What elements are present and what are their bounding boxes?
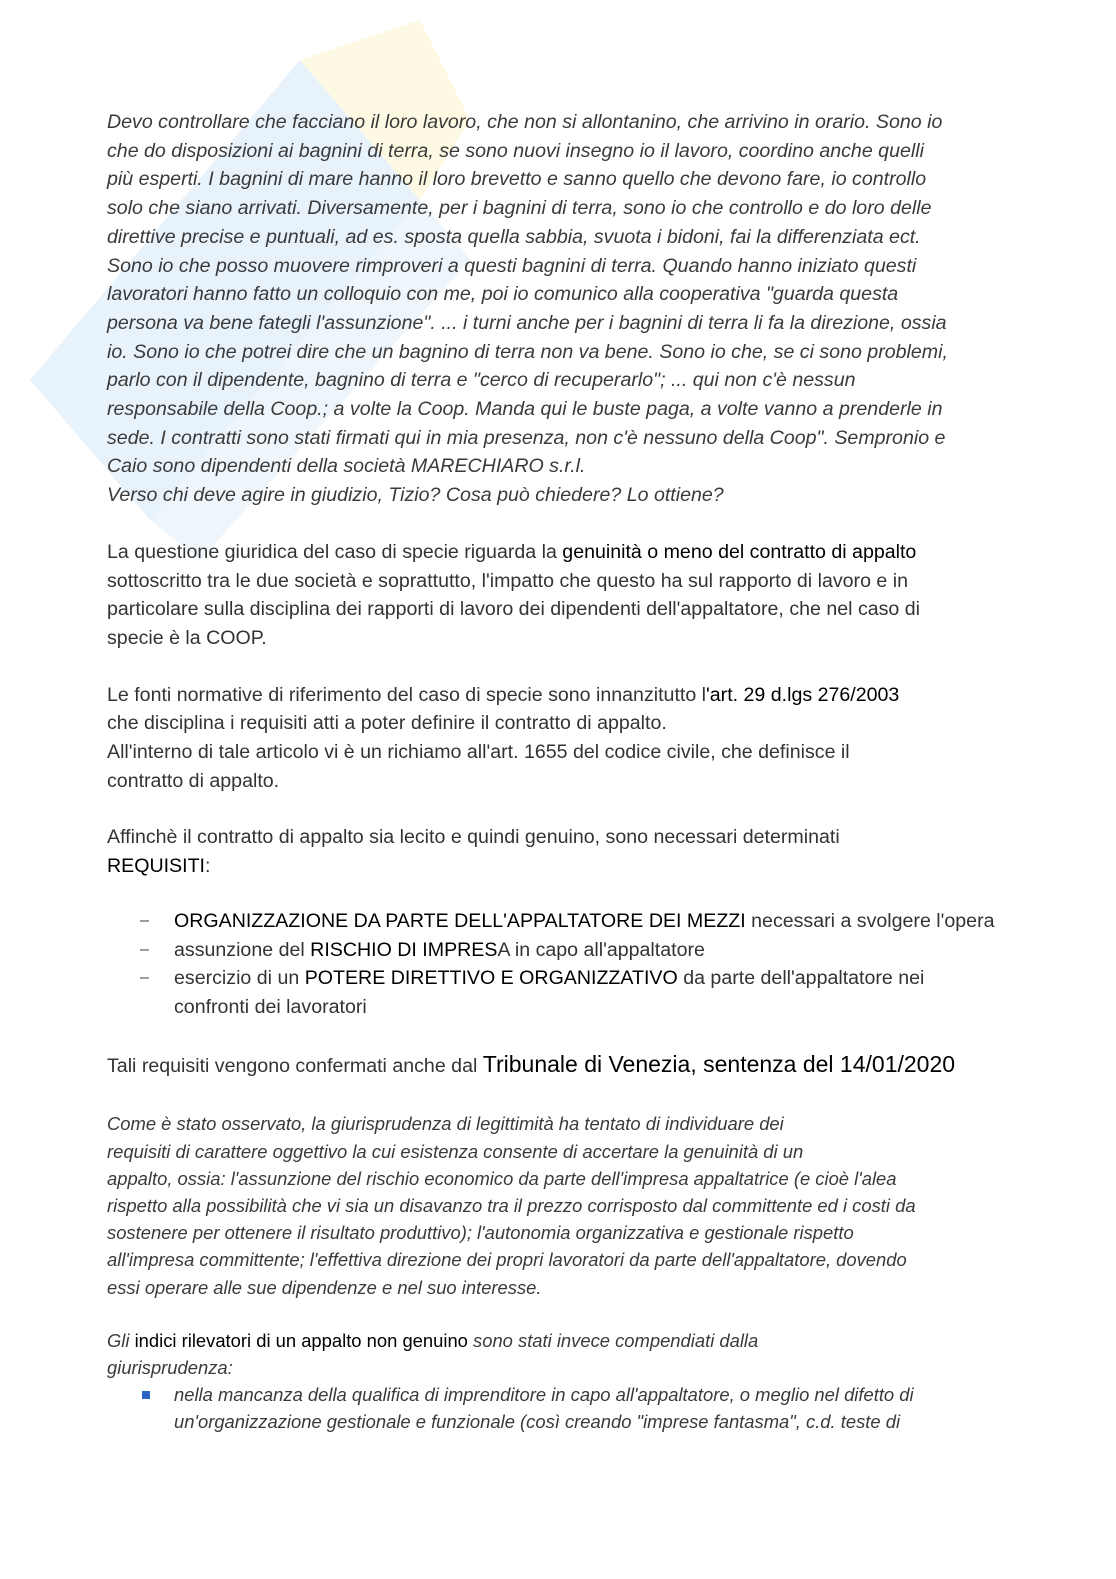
item-text: assunzione del bbox=[174, 938, 311, 961]
indices-text: Gli bbox=[107, 1329, 135, 1351]
case-line: persona va bene fategli l'assunzione". ... i turni anche per i bagnini di terra li fa la direzione, ossia bbox=[107, 311, 947, 334]
indices-line: giurisprudenza: bbox=[107, 1357, 233, 1379]
case-text bbox=[107, 108, 1007, 510]
question-line: particolare sulla disciplina dei rapporti di lavoro dei dipendenti dell'appaltatore, che nel caso di bbox=[107, 598, 921, 621]
tribunal-text: Tali requisiti vengono confermati anche dal bbox=[107, 1054, 483, 1077]
item-text: esercizio di un bbox=[174, 967, 305, 990]
question-text: La questione giuridica del caso di specie riguarda la bbox=[107, 540, 563, 563]
indices-highlight: indici rilevatori di un appalto non genuino bbox=[134, 1329, 468, 1351]
item-text: necessari a svolgere l'opera bbox=[745, 909, 995, 932]
quote-line: appalto, ossia: l'assunzione del rischio economico da parte dell'impresa appaltatrice (e cioè l'alea bbox=[107, 1167, 897, 1189]
indices-text: sono stati invece compendiati dalla bbox=[467, 1329, 759, 1351]
case-line: parlo con il dipendente, bagnino di terra e "cerco di recuperarlo"; ... qui non c'è nessun bbox=[107, 369, 856, 392]
quote-line: essi operare alle sue dipendenze e nel suo interesse. bbox=[107, 1276, 542, 1298]
tribunal-line bbox=[107, 1050, 1007, 1081]
list-item bbox=[107, 936, 1007, 965]
item-text: A in capo all'appaltatore bbox=[497, 938, 705, 961]
requirements-intro: Affinchè il contratto di appalto sia lecito e quindi genuino, sono necessari determinati bbox=[107, 826, 840, 849]
sources-line: All'interno di tale articolo vi è un richiamo all'art. 1655 del codice civile, che definisce il bbox=[107, 741, 850, 764]
sources-line: che disciplina i requisiti atti a poter definire il contratto di appalto. bbox=[107, 712, 667, 735]
quote-line: Come è stato osservato, la giurisprudenza di legittimità ha tentato di individuare dei bbox=[107, 1113, 784, 1135]
case-line: Sono io che posso muovere rimproveri a questi bagnini di terra. Quando hanno iniziato questi bbox=[107, 254, 917, 277]
item-highlight: ORGANIZZAZIONE DA PARTE DELL'APPALTATORE DEI MEZZI bbox=[174, 909, 746, 932]
question-line: sottoscritto tra le due società e soprattutto, l'impatto che questo ha sul rapporto di lavoro e in bbox=[107, 569, 908, 592]
list-item bbox=[107, 907, 1007, 936]
sources-text: Le fonti normative di riferimento del caso di specie sono innanzitutto l bbox=[107, 683, 707, 706]
case-line: solo che siano arrivati. Diversamente, per i bagnini di terra, sono io che controllo e do loro delle bbox=[107, 197, 932, 220]
item-text: confronti dei lavoratori bbox=[174, 995, 367, 1018]
quote-line: all'impresa committente; l'effettiva direzione dei propri lavoratori da parte dell'appaltatore, dovendo bbox=[107, 1249, 907, 1271]
quote-line: sostenere per ottenere il risultato produttivo); l'autonomia organizzativa e gestionale rispetto bbox=[107, 1222, 854, 1244]
question-line: specie è la COOP. bbox=[107, 626, 267, 649]
question-highlight: genuinità o meno del contratto di appalto bbox=[562, 540, 917, 563]
quote-line: rispetto alla possibilità che vi sia un disavanzo tra il prezzo corrisposto dal committente ed i costi da bbox=[107, 1195, 916, 1216]
square-bullet-icon bbox=[142, 1391, 150, 1399]
case-line: responsabile della Coop.; a volte la Coop. Manda qui le buste paga, a volte vanno a prenderle in bbox=[107, 398, 943, 421]
case-line: Devo controllare che facciano il loro lavoro, che non si allontanino, che arrivino in orario. Sono io bbox=[107, 111, 943, 133]
list-item bbox=[107, 1381, 1007, 1435]
case-line: Caio sono dipendenti della società MARECHIARO s.r.l. bbox=[107, 455, 586, 478]
indices-list bbox=[107, 1381, 1007, 1435]
item-text: da parte dell'appaltatore nei bbox=[677, 967, 925, 990]
dash-bullet-icon: – bbox=[140, 940, 149, 958]
case-line: direttive precise e puntuali, ad es. sposta quella sabbia, svuota i bidoni, fai la differenziata ect. bbox=[107, 225, 921, 248]
jurisprudence-quote bbox=[107, 1110, 1007, 1300]
case-line: che do disposizioni ai bagnini di terra, se sono nuovi insegno io il lavoro, coordino anche quelli bbox=[107, 139, 924, 162]
case-line: sede. I contratti sono stati firmati qui in mia presenza, non c'è nessuno della Coop". Sempronio e bbox=[107, 426, 946, 449]
list-item bbox=[107, 964, 1007, 1021]
case-line: io. Sono io che potrei dire che un bagnino di terra non va bene. Sono io che, se ci sono problemi, bbox=[107, 340, 948, 363]
item-text: un'organizzazione gestionale e funzionale (così creando "imprese fantasma", c.d. teste di bbox=[174, 1411, 901, 1433]
legal-question bbox=[107, 538, 1007, 653]
sources-highlight: 'art. 29 d.lgs 276/2003 bbox=[706, 683, 900, 706]
requirements-list bbox=[107, 907, 1007, 1022]
item-text: nella mancanza della qualifica di imprenditore in capo all'appaltatore, o meglio nel difetto di bbox=[174, 1384, 914, 1406]
case-line: più esperti. I bagnini di mare hanno il loro brevetto e sanno quello che devono fare, io controllo bbox=[107, 168, 927, 191]
indices-section bbox=[107, 1327, 1007, 1436]
requirements-colon: : bbox=[204, 855, 211, 878]
case-line: lavoratori hanno fatto un colloquio con me, poi io comunico alla cooperativa "guarda questa bbox=[107, 283, 899, 306]
sources-line: contratto di appalto. bbox=[107, 769, 280, 792]
document-page bbox=[107, 108, 1007, 1436]
legal-sources bbox=[107, 681, 1007, 796]
item-highlight: POTERE DIRETTIVO E ORGANIZZATIVO bbox=[304, 967, 678, 990]
requirements-section bbox=[107, 823, 1007, 1021]
case-question: Verso chi deve agire in giudizio, Tizio? Cosa può chiedere? Lo ottiene? bbox=[107, 484, 724, 507]
tribunal-highlight: Tribunale di Venezia, sentenza del 14/01/2020 bbox=[482, 1050, 956, 1077]
item-highlight: RISCHIO DI IMPRES bbox=[310, 938, 498, 961]
dash-bullet-icon: – bbox=[140, 969, 149, 987]
quote-line: requisiti di carattere oggettivo la cui esistenza consente di accertare la genuinità di un bbox=[107, 1140, 804, 1162]
requirements-heading: REQUISITI bbox=[107, 855, 205, 878]
dash-bullet-icon: – bbox=[140, 911, 149, 929]
